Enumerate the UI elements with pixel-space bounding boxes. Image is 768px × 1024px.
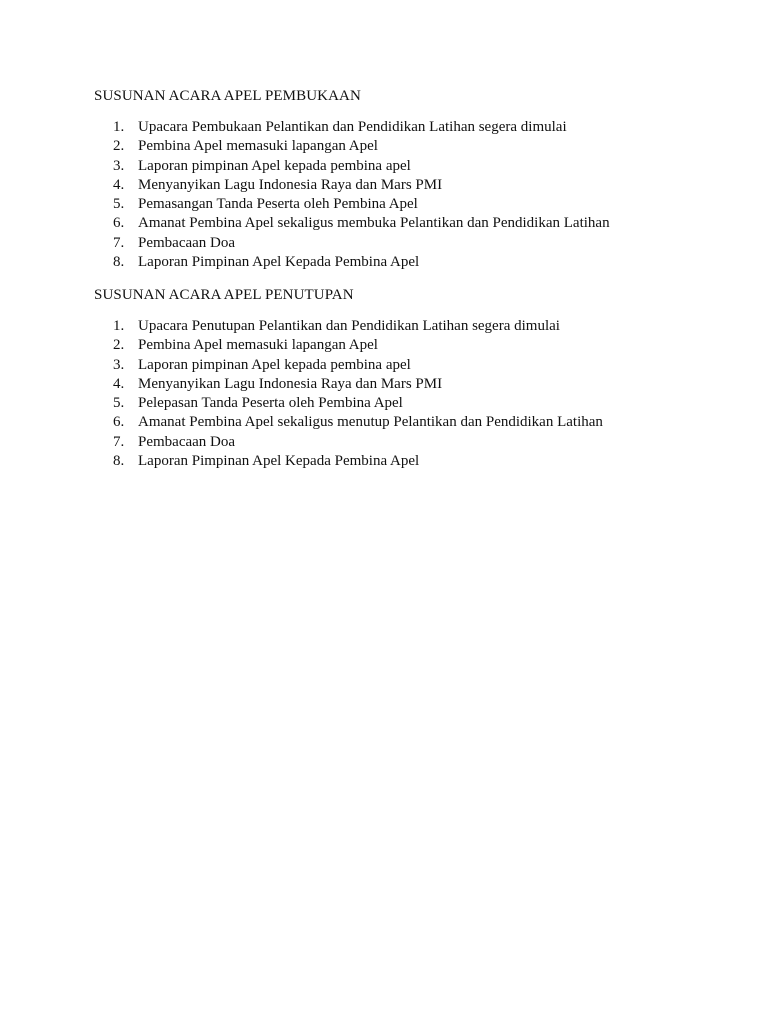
item-text: Pembacaan Doa bbox=[138, 433, 236, 450]
item-text: Upacara Penutupan Pelantikan dan Pendidikan Latihan segera dimulai bbox=[138, 318, 560, 334]
item-text: Menyanyikan Lagu Indonesia Raya dan Mars PMI bbox=[138, 375, 443, 392]
item-number: 8. bbox=[113, 254, 125, 271]
item-text: Laporan pimpinan Apel kepada pembina apel bbox=[138, 356, 411, 373]
item-number: 8. bbox=[113, 453, 125, 470]
item-text: Amanat Pembina Apel sekaligus menutup Pelantikan dan Pendidikan Latihan bbox=[138, 414, 603, 431]
item-number: 6. bbox=[113, 414, 125, 431]
item-number: 2. bbox=[113, 337, 125, 354]
item-number: 1. bbox=[113, 119, 125, 135]
item-text: Menyanyikan Lagu Indonesia Raya dan Mars PMI bbox=[138, 176, 443, 193]
item-number: 5. bbox=[113, 395, 125, 412]
item-text: Pembina Apel memasuki lapangan Apel bbox=[138, 337, 378, 354]
opening-ceremony-heading: SUSUNAN ACARA APEL PEMBUKAAN bbox=[94, 88, 361, 104]
item-text: Amanat Pembina Apel sekaligus membuka Pelantikan dan Pendidikan Latihan bbox=[138, 215, 610, 232]
item-text: Laporan pimpinan Apel kepada pembina apel bbox=[138, 157, 411, 174]
item-text: Upacara Pembukaan Pelantikan dan Pendidikan Latihan segera dimulai bbox=[138, 119, 567, 135]
item-text: Pembina Apel memasuki lapangan Apel bbox=[138, 138, 378, 155]
item-text: Pembacaan Doa bbox=[138, 234, 236, 251]
item-number: 5. bbox=[113, 196, 125, 213]
item-text: Laporan Pimpinan Apel Kepada Pembina Apel bbox=[138, 453, 420, 470]
closing-ceremony-heading: SUSUNAN ACARA APEL PENUTUPAN bbox=[94, 287, 354, 303]
item-number: 1. bbox=[113, 318, 125, 334]
item-number: 7. bbox=[113, 234, 125, 251]
item-number: 6. bbox=[113, 215, 125, 232]
item-text: Pemasangan Tanda Peserta oleh Pembina Apel bbox=[138, 196, 418, 213]
item-number: 4. bbox=[113, 176, 125, 193]
item-number: 4. bbox=[113, 375, 125, 392]
item-text: Pelepasan Tanda Peserta oleh Pembina Apel bbox=[138, 395, 403, 412]
item-number: 3. bbox=[113, 356, 125, 373]
item-number: 2. bbox=[113, 138, 125, 155]
item-text: Laporan Pimpinan Apel Kepada Pembina Apel bbox=[138, 254, 420, 271]
item-number: 3. bbox=[113, 157, 125, 174]
item-number: 7. bbox=[113, 433, 125, 450]
